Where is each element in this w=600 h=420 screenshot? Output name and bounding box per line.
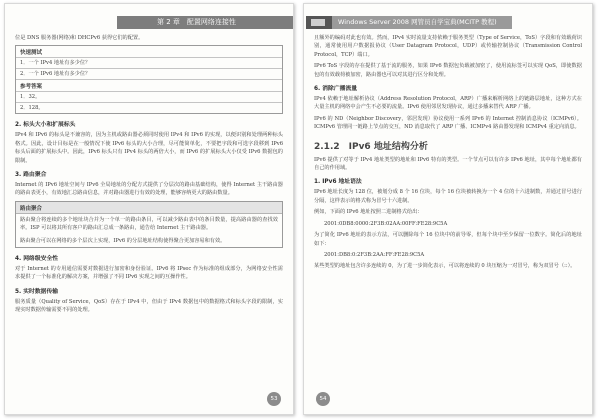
address-example: 2001:0DB8:0000:2F3B:02AA:00FF:FE28:9C5A [324,220,448,227]
intro-text: 位是 DNS 服务器(网络)和 DHCPv6 获得它们的配置。 [15,35,144,41]
section-heading: 1. IPv6 地址语法 [314,179,362,186]
body-text: IPv6 提供了对等于 IPv4 地址类型的地址和 IPv6 特有的类型。一个节点可以有许多 IPv6 地址，其中每个地址都有自己的作用域。 [314,156,582,172]
right-column [314,34,582,274]
section-title: 2.1.2 IPv6 地址结构分析 [314,141,428,152]
section-heading: 4. 网络级安全性 [15,256,59,263]
left-page [4,3,294,415]
answer-item: 2．128。 [16,102,282,113]
section-body: Internet 的 IPv6 地址空间与 IPv6 全局地址的分配方式提供了分层次的路由基础结构，使得 Internet 主干路由器的路由表更小，有效地汇总路由信息，并对路由器进行有效的处理，能够容纳更大的路由数量。 [15,182,283,197]
book-title: Windows Server 2008 网管员自学宝典(MCITP 教程) [332,16,512,29]
route-aggregation-box [15,201,283,248]
page-number: 53 [267,392,281,406]
answer-item: 1．32。 [16,91,282,102]
body-text: 且额外的编码对此也有效。然而，IPv4 实时流量支持依赖于服务类型（Type of Service，ToS）字段和有效载荷识别，通常使用用户数据报协议（User Datagram Protocol，UDP）或传输控制协议（Transmission Control Protocol，TCP）端口。 [314,35,582,58]
book-header [306,16,590,29]
left-column [15,34,283,318]
answers-title: 参考答案 [16,79,282,91]
section-heading: 2. 标头大小和扩展标头 [15,122,76,129]
quick-test-question: 2．一个 IPv6 地址有多少位？ [16,68,282,79]
route-box-text: 路由聚合可以在网络的多个层次上实现，IPv6 的分层地址结构使得聚合更加容易和有效。 [20,237,226,244]
quick-test-question: 1．一个 IPv4 地址有多少位？ [16,57,282,68]
section-body: 服务质量（Quality of Service，QoS）存在于 IPv4 中，但由于 IPv4 数据包中的数据格式和标头字段的限制，实现实时数据传输需要不同的处理。 [15,298,283,314]
route-box-text: 路由聚合将连续的多个地址块合并为一个单一的路由条目，可以减少路由表中的条目数量，提高路由器的查找效率。ISP 可以将其所有客户的路由汇总成一条路由，通告给 Internet 主干路由器。 [20,216,278,232]
book-logo-icon [306,16,332,29]
page-number: 54 [316,392,330,406]
quick-test-box [15,45,283,114]
right-page [303,3,593,415]
quick-test-title: 快速测试 [20,50,43,57]
body-text: IPv4 依赖于地址解析协议（Address Resolution Protocol，ARP）广播来解析网络上的链路层地址，这种方式在大量主机的网络中会产生不必要的流量。IPv6 使用邻居发现协议，通过多播来替代 ARP 广播。 [314,96,582,111]
body-text: IPv6 的 ND（Neighbor Discovery，邻居发现）协议使用一系列 IPv6 的 Internet 控制消息协议（ICMPv6）。ICMPv6 管理同一链路上节点的交互，ND 消息取代了 ARP 广播、ICMPv4 路由器发现和 ICMPv4 重定向消息。 [314,115,582,131]
section-heading: 5. 实时数据传输 [15,288,59,295]
section-heading: 6. 消除广播流量 [314,86,358,93]
chapter-header: 第 2 章 配置网络连接性 [117,16,293,29]
section-body: IPv4 和 IPv6 的标头是不兼容的，因为主机或路由器必须同时使用 IPv4 和 IPv6 的实现，以便识别和处理两种标头格式。因此，设计目标是在一般情况下使 IPv6 标头的大小合理，尽可能简单化，不要把字段和可选字段移到 IPv6 标头后面的扩展标头中。因此，IPv6 标头只有 IPv4 标头的两倍大小，而 IPv6 的扩展标头大小仅受 IPv6 数据包的限制。 [15,132,283,164]
route-box-title: 路由聚合 [16,202,282,214]
address-example: 2001:DB8:0:2F3B:2AA:FF:FE28:9C5A [324,251,425,258]
section-body: 对于 Internet 的专用通信需要对数据进行加密和身份验证。IPv6 将 IPsec 作为标准的组成部分，为网络安全性需求提供了一个标准化的解决方案，并增强了不同 IPv6 实现之间的互操作性。 [15,266,283,281]
body-text: IPv6 地址长度为 128 位，被划分成 8 个 16 位块，每个 16 位块被转换为一个 4 位的十六进制数，并通过冒号进行分隔，这样表示的格式称为冒号十六进制。 [314,189,582,204]
body-text: 例如，下面的 IPv6 地址按照二进制格式给出： [314,209,423,216]
body-text: IPv6 ToS 字段的存在提供了基于流的服务，如果 IPv6 数据包负载被加密了，使用流标签可以实现 QoS，即使数据包的有效载荷被加密，路由器也可以对其进行区分和处理。 [314,63,582,78]
section-heading: 3. 路由聚合 [15,172,47,179]
body-text: 为了简化 IPv6 地址的表示方法，可以删除每个 16 位块中的前导零，但每个块中至少保留一位数字。简化后的地址如下： [314,232,582,247]
body-text: 某些类型的地址包含许多连续的 0，为了进一步简化表示，可以将连续的 0 块压缩为一对冒号，称为双冒号（::）。 [314,263,576,270]
